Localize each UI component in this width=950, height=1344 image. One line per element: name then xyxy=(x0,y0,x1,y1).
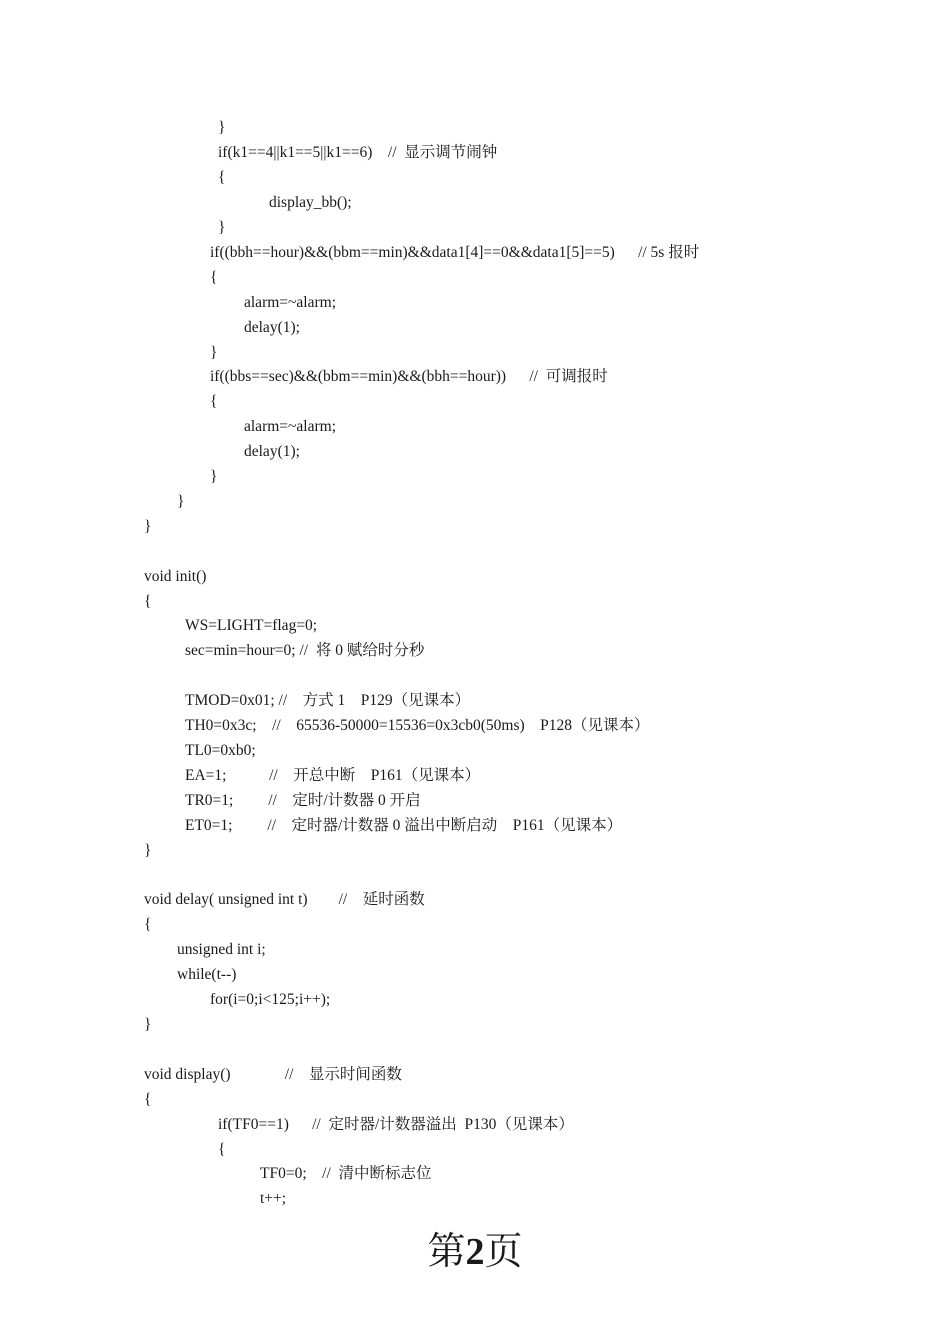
code-line: } xyxy=(218,219,226,236)
code-line: } xyxy=(144,518,152,535)
code-line: } xyxy=(144,1016,152,1033)
code-line: void display() // 显示时间函数 xyxy=(144,1066,402,1083)
code-line: void init() xyxy=(144,568,207,585)
code-line: if(TF0==1) // 定时器/计数器溢出 P130（见课本） xyxy=(218,1116,574,1133)
code-line: { xyxy=(144,916,152,933)
code-line: TR0=1; // 定时/计数器 0 开启 xyxy=(185,792,421,809)
code-line: } xyxy=(210,344,218,361)
code-line: if((bbh==hour)&&(bbm==min)&&data1[4]==0&&data1[5]==5) // 5s 报时 xyxy=(210,244,700,261)
code-line: if(k1==4||k1==5||k1==6) // 显示调节闹钟 xyxy=(218,144,498,161)
code-line: unsigned int i; xyxy=(177,941,266,958)
code-line: } xyxy=(177,493,185,510)
code-line: alarm=~alarm; xyxy=(244,418,337,435)
code-line: { xyxy=(218,1141,226,1158)
code-line: } xyxy=(218,119,226,136)
code-line: for(i=0;i<125;i++); xyxy=(210,991,331,1008)
code-line: EA=1; // 开总中断 P161（见课本） xyxy=(185,767,481,784)
code-line: { xyxy=(144,1091,152,1108)
code-line: { xyxy=(144,593,152,610)
code-line: void delay( unsigned int t) // 延时函数 xyxy=(144,891,425,908)
code-line: TL0=0xb0; xyxy=(185,742,256,759)
code-line: TH0=0x3c; // 65536-50000=15536=0x3cb0(50ms) P128（见课本） xyxy=(185,717,650,734)
code-line: { xyxy=(210,393,218,410)
code-line: while(t--) xyxy=(177,966,237,983)
code-line: delay(1); xyxy=(244,319,300,336)
code-line: } xyxy=(210,468,218,485)
code-line: if((bbs==sec)&&(bbm==min)&&(bbh==hour)) // 可调报时 xyxy=(210,368,608,385)
code-line: TMOD=0x01; // 方式 1 P129（见课本） xyxy=(185,692,471,709)
code-line: display_bb(); xyxy=(269,194,352,211)
code-line: { xyxy=(210,269,218,286)
code-line: t++; xyxy=(260,1190,287,1207)
page-number-suffix: 页 xyxy=(484,1231,523,1273)
code-line: ET0=1; // 定时器/计数器 0 溢出中断启动 P161（见课本） xyxy=(185,817,623,834)
code-line: sec=min=hour=0; // 将 0 赋给时分秒 xyxy=(185,642,425,659)
page-number-prefix: 第 xyxy=(427,1231,466,1273)
code-line: delay(1); xyxy=(244,443,300,460)
code-line: } xyxy=(144,842,152,859)
code-line: TF0=0; // 清中断标志位 xyxy=(260,1165,432,1182)
page-number-footer xyxy=(0,1228,950,1276)
code-line: WS=LIGHT=flag=0; xyxy=(185,617,318,634)
code-line: alarm=~alarm; xyxy=(244,294,337,311)
page-number: 2 xyxy=(465,1231,485,1273)
code-line: { xyxy=(218,169,226,186)
